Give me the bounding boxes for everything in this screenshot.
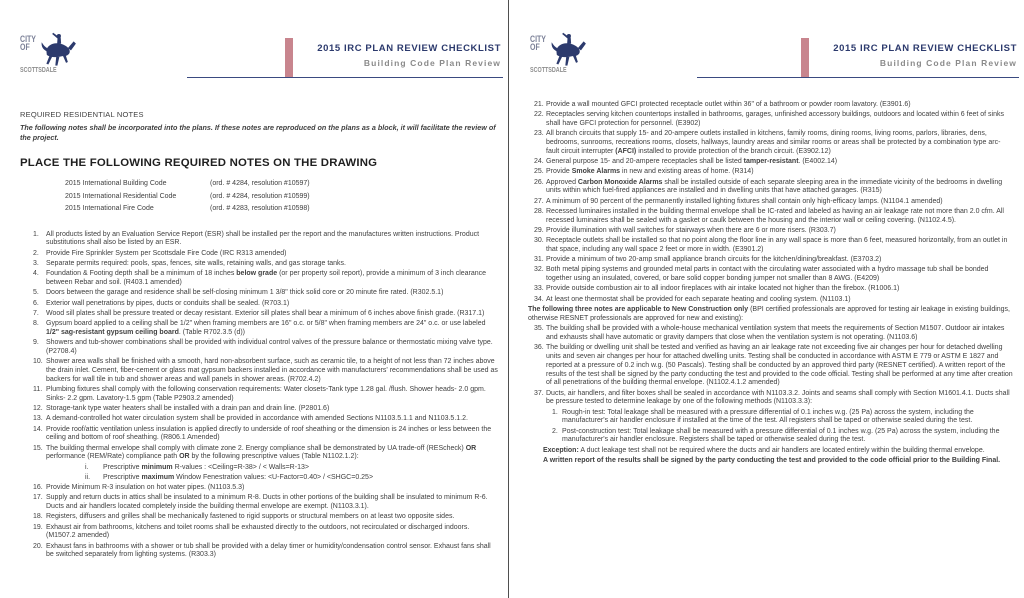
notes-list-1-20 [33,231,500,560]
code-ordinance-ref: (ord. # 4283, resolution #10598) [210,205,310,213]
note-item [534,237,1013,254]
note-text: At least one thermostat shall be provided for each separate heating and cooling system. (N1103.1) [546,295,851,303]
intro-paragraph: The following notes shall be incorporated into the plans. If these notes are reproduced on the plans as a block, it will facilitate the review of the project. [20,123,496,142]
note-number: 24. [534,158,544,165]
note-number: 8. [33,320,39,328]
note-item [33,386,500,403]
note-item [534,266,1013,283]
note-text: The building shall be provided with a whole-house mechanical ventilation system that meets the requirements of Section M1507. Outdoor air intakes and exhausts shall have automatic or gravity dampers that close when the ventilation system is not operating. (N1103.6) [546,325,1005,342]
document-title: 2015 IRC PLAN REVIEW CHECKLIST [833,43,1017,54]
note-item [33,320,500,337]
note-item [534,227,1013,236]
note-item [534,325,1013,342]
note-text: Receptacle outlets shall be installed so that no point along the floor line in any wall space is more than 6 feet, measured horizontally, from an outlet in that space, including any wall space 2 feet or more in width. (E3901.2) [546,237,1008,253]
note-text: Both metal piping systems and grounded metal parts in contact with the circulating water associated with a hydro massage tub shall be bonded together using an insulated, covered, or bare solid copper bonding jumper not smaller than 8 AWG. (E4209) [546,266,989,283]
note-item [33,415,500,424]
note-number: 9. [33,339,39,347]
note-number: 19. [33,523,43,531]
note-item [33,494,500,511]
note-item [534,390,1013,407]
code-row [65,203,500,216]
logo-scottsdale-text: SCOTTSDALE [20,65,57,74]
note-item [33,300,500,309]
note-text: Receptacles serving kitchen countertops installed in bathrooms, garages, unfinished accessory buildings, outdoors and located within 6 feet of sinks shall have GFCI protection for personnel. (E3902) [546,111,1004,127]
note-item [33,484,500,493]
main-heading: PLACE THE FOLLOWING REQUIRED NOTES ON THE DRAWING [20,157,378,169]
note-subitem [552,409,1013,426]
note-number: 18. [33,513,43,521]
note-item [33,270,500,287]
document-subtitle: Building Code Plan Review [363,58,501,68]
header-title-group [801,38,1017,77]
note-number: 25. [534,168,544,176]
note-subitem [85,464,500,473]
note-number: 36. [534,344,544,352]
note-number: 35. [534,325,544,333]
note-number: 2. [552,427,558,435]
note-number: 23. [534,130,544,138]
note-item [33,445,500,462]
note-number: 22. [534,111,544,119]
notes-list-21-37 [528,101,1013,466]
note-number: 34. [534,295,544,303]
note-text: A minimum of 90 percent of the permanently installed lighting fixtures shall contain only high-efficacy lamps. (N1104.1 amended) [546,197,943,205]
note-item [33,405,500,414]
note-number: 29. [534,226,544,234]
header-rule [187,77,503,78]
note-number: 2. [33,249,39,257]
note-text: Provide Smoke Alarms in new and existing areas of home. (R314) [546,168,754,176]
bucking-horse-rider-icon [548,32,588,66]
note-number: 32. [534,266,544,274]
header-rule [697,77,1019,78]
note-item [33,339,500,356]
page-divider [508,0,509,598]
note-text: Provide roof/attic ventilation unless insulation is applied directly to underside of roof sheathing or the dimension is 24 inches or less between the ceiling and bottom of roof sheathing. (R806.1 Amended) [46,425,492,442]
note-number: 4. [33,270,39,278]
note-number: 21. [534,101,544,108]
note-text: Prescriptive maximum Window Fenestration values: <U-Factor=0.40> / <SHGC=0.25> [103,473,374,481]
note-number: 3. [33,260,39,268]
note-paragraph [528,306,1013,323]
note-item [33,260,500,269]
note-text: Gypsum board applied to a ceiling shall be 1/2" when framing members are 16" o.c. or 5/8" when framing members are 24" o.c. or use labeled 1/2" sag-resistant gypsum ceiling board. (Table R702.3.5 (d)) [46,320,486,336]
section-label: REQUIRED RESIDENTIAL NOTES [20,110,144,119]
city-of-scottsdale-logo [530,36,590,74]
note-item [534,130,1013,156]
note-text: Post-construction test: Total leakage shall be measured with a pressure differential of 0.1 inches w.g. (25 Pa) across the system, including the manufacturer's air handler enclosure. Registers shall be taped or otherwise sealed during the test. [562,427,1000,444]
note-subitem [552,428,1013,445]
note-number: 12. [33,404,43,412]
note-text: Doors between the garage and residence shall be self-closing minimum 1 3/8" thick solid core or 20 minute fire rated. (R302.5.1) [46,289,444,297]
bucking-horse-rider-icon [38,32,78,66]
note-item [534,285,1013,294]
note-text: Provide Minimum R-3 insulation on hot water pipes. (N1103.5.3) [46,484,245,492]
note-number: 5. [33,289,39,297]
logo-scottsdale-text: SCOTTSDALE [530,65,567,74]
note-item [534,198,1013,207]
note-item [33,524,500,541]
note-item [534,179,1013,196]
note-item [534,296,1013,305]
note-text: Rough-in test: Total leakage shall be measured with a pressure differential of 0.1 inches w.g. (25 Pa) across the system, including the manufacturer's air handler enclosure if installed at the time of the test. All registers shall be taped or otherwise sealed during the test. [562,408,974,425]
note-number: 17. [33,494,43,502]
note-text: All branch circuits that supply 15- and 20-ampere outlets installed in kitchens, family rooms, dining rooms, living rooms, parlors, libraries, dens, bedrooms, sunrooms, recreations rooms, closets, hallways, laundry areas and similar rooms or areas shall be protected by a combination type arc-fault circuit interrupter (AFCI) installed to provide protection of the branch circuit. (E3902.12) [546,130,1001,155]
note-item [534,168,1013,177]
note-number: 13. [33,415,43,423]
note-item [534,111,1013,128]
note-text: Wood sill plates shall be pressure treated or decay resistant. Exterior sill plates shall bear a minimum of 6 inches above finish grade. (R317.1) [46,309,485,317]
note-text: The building thermal envelope shall comply with climate zone 2. Energy compliance shall be demonstrated by UA trade-off (REScheck) OR performance (REM/Rate) compliance path OR by the following prescriptive values (Table N1102.1.2): [46,444,477,461]
note-number: 31. [534,256,544,264]
note-item [33,310,500,319]
document-title: 2015 IRC PLAN REVIEW CHECKLIST [317,43,501,54]
note-text: Approved Carbon Monoxide Alarms shall be installed outside of each separate sleeping area in the immediate vicinity of the bedrooms in dwelling units within which fuel-fired appliances are installed and in dwelling units that have attached garages. (R315) [546,178,1003,195]
note-text: The building or dwelling unit shall be tested and verified as having an air leakage rate not exceeding five air changes per hour for detached dwelling units and seven air changes per hour for attached dwelling units. Testing shall be conducted in accordance with ASTM E 779 or ASTM E 1827 and reported at a pressure of 0.2 inch w.g. (50 Pascals). Testing shall be conducted by an approved third party (RESNET certified). A written report of the results of the test shall be signed by the party conducting the test and provided to the code official. Testing shall be performed at any time after creation of all penetrations of the building thermal envelope. (N1102.4.1.2 amended) [546,344,1013,387]
note-text: Provide Fire Sprinkler System per Scottsdale Fire Code (IRC R313 amended) [46,249,287,257]
note-item [33,250,500,259]
code-name: 2015 International Building Code [65,180,167,187]
note-item [534,101,1013,110]
note-text: Registers, diffusers and grilles shall be mechanically fastened to rigid supports or structural members on at least two opposite sides. [46,513,455,521]
note-item [33,513,500,522]
note-text: Prescriptive minimum R-values : <Ceiling=R-38> / < Walls=R-13> [103,463,309,471]
note-number: 15. [33,444,43,452]
note-number: 33. [534,285,544,293]
note-item [534,158,1013,167]
note-text: Provide a wall mounted GFCI protected receptacle outlet within 36" of a bathroom or powder room lavatory. (E3901.6) [546,101,911,108]
note-text: Storage-tank type water heaters shall be installed with a drain pan and drain line. (P2801.6) [46,404,330,412]
note-text: Foundation & Footing depth shall be a minimum of 18 inches below grade (or per property soil report), provide a minimum of 3 inch clearance between Rebar and soil. (R403.1 amended) [46,270,487,287]
page-header [0,0,508,92]
note-text: Separate permits required: pools, spas, fences, site walls, retaining walls, and gas storage tanks. [46,260,346,268]
note-subitem [85,474,500,483]
note-text: The following three notes are applicable to New Construction only (BPI certified professionals are approved for testing air leakage in existing buildings, otherwise RESNET professionals are approved for new and existing): [528,306,1011,323]
note-number: 28. [534,207,544,215]
logo-city-of-text: CITY OF [530,34,547,52]
note-text: All products listed by an Evaluation Service Report (ESR) shall be installed per the report and the manufactures written instructions. Product substitutions shall also be listed by an ESR. [46,230,480,247]
note-text: General purpose 15- and 20-ampere receptacles shall be listed tamper-resistant. (E4002.14) [546,158,838,165]
header-title-group [285,38,501,77]
note-number: 14. [33,425,43,433]
note-item [534,256,1013,265]
note-text: Exterior wall penetrations by pipes, ducts or conduits shall be sealed. (R703.1) [46,299,290,307]
note-number: 1. [33,230,39,238]
note-item [33,358,500,384]
code-name: 2015 International Fire Code [65,205,154,213]
logo-city-of-text: CITY OF [20,34,37,52]
note-number: 11. [33,385,43,393]
note-text: Supply and return ducts in attics shall be insulated to a minimum R-8. Ducts in other portions of the building shall be insulated to minimum R-6. Ducts and air handlers located completely inside the building thermal envelope are exempt. (N1103.3.1). [46,494,488,511]
note-item [534,344,1013,388]
note-number: 7. [33,309,39,317]
code-ordinance-ref: (ord. # 4284, resolution #10599) [210,192,310,200]
note-text: Exhaust air from bathrooms, kitchens and toilet rooms shall be exhausted directly to the outdoors, not recirculated or discharged indoors. (M1507.2 amended) [46,523,470,540]
note-paragraph [543,457,1013,466]
header-accent-bar [285,38,293,77]
note-number: i. [85,463,89,471]
note-number: 6. [33,299,39,307]
note-number: 26. [534,178,544,186]
note-item [33,543,500,560]
note-number: 27. [534,197,544,205]
page-1 [0,0,508,598]
document-subtitle: Building Code Plan Review [879,58,1017,68]
note-text: Provide outside combustion air to all indoor fireplaces with air intake located not higher than the firebox. (R1006.1) [546,285,900,293]
note-number: 1. [552,408,558,416]
code-row [65,191,500,204]
page-2 [510,0,1024,598]
note-item [33,289,500,298]
note-number: 16. [33,484,43,492]
header-accent-bar [801,38,809,77]
page-header [510,0,1024,92]
note-text: Recessed luminaires installed in the building thermal envelope shall be IC-rated and labeled as having an air leakage rate not more than 2.0 cfm. All recessed luminaires shall be sealed with a gasket or caulk between the housing and the interior wall or ceiling covering. (N1102.4.5). [546,207,1004,224]
code-reference-list [65,178,500,216]
note-number: 37. [534,389,544,397]
note-text: Shower area walls shall be finished with a smooth, hard non-absorbent surface, such as ceramic tile, to a height of not less than 72 inches above the drain inlet. Cement, fiber-cement or glass mat gypsum backers installed in accordance with manufacturers' recommendations shall be used as backers for wall tile in tub and shower areas and wall panels in shower areas. (R702.4.2) [46,358,498,383]
code-ordinance-ref: (ord. # 4284, resolution #10597) [210,180,310,187]
note-text: Exhaust fans in bathrooms with a shower or tub shall be provided with a delay timer or humidity/condensation control sensor. Exhaust fans shall be switched separately from lighting systems. (R303.3) [46,542,491,559]
code-row [65,178,500,191]
note-item [33,231,500,248]
note-text: Provide illumination with wall switches for stairways when there are 6 or more risers. (R303.7) [546,226,836,234]
note-text: Provide a minimum of two 20-amp small appliance branch circuits for the kitchen/dining/breakfast. (E3703.2) [546,256,882,264]
note-item [33,426,500,443]
code-name: 2015 International Residential Code [65,192,177,200]
note-text: A demand-controlled hot water circulation system shall be provided in accordance with amended Sections N1103.5.1.1 and N1103.5.1.2. [46,415,468,423]
note-item [534,208,1013,225]
note-text: Exception: A duct leakage test shall not be required where the ducts and air handlers are located entirely within the building thermal envelope. [543,446,985,454]
note-number: ii. [85,473,91,481]
note-number: 10. [33,358,43,366]
note-text: Ducts, air handlers, and filter boxes shall be sealed in accordance with N1103.3.2. Joints and seams shall comply with Section M1601.4.1. Ducts shall be pressure tested to determine leakage by one of the following methods (N1103.3.3): [546,389,1010,406]
city-of-scottsdale-logo [20,36,80,74]
note-paragraph [543,447,1013,456]
note-text: Showers and tub-shower combinations shall be provided with individual control valves of the pressure balance or thermostatic mixing valve type. (P2708.4) [46,339,493,355]
note-text: Plumbing fixtures shall comply with the following conservation requirements: Water closets-Tank type 1.28 gal. /flush. Shower heads- 2.0 gpm. Sinks- 2.2 gpm. Lavatory-1.5 gpm (Table P2903.2 amended) [46,385,486,402]
note-text: A written report of the results shall be signed by the party conducting the test and provided to the code official prior to the Building Final. [543,456,1001,464]
note-number: 30. [534,237,544,245]
note-number: 20. [33,542,43,550]
